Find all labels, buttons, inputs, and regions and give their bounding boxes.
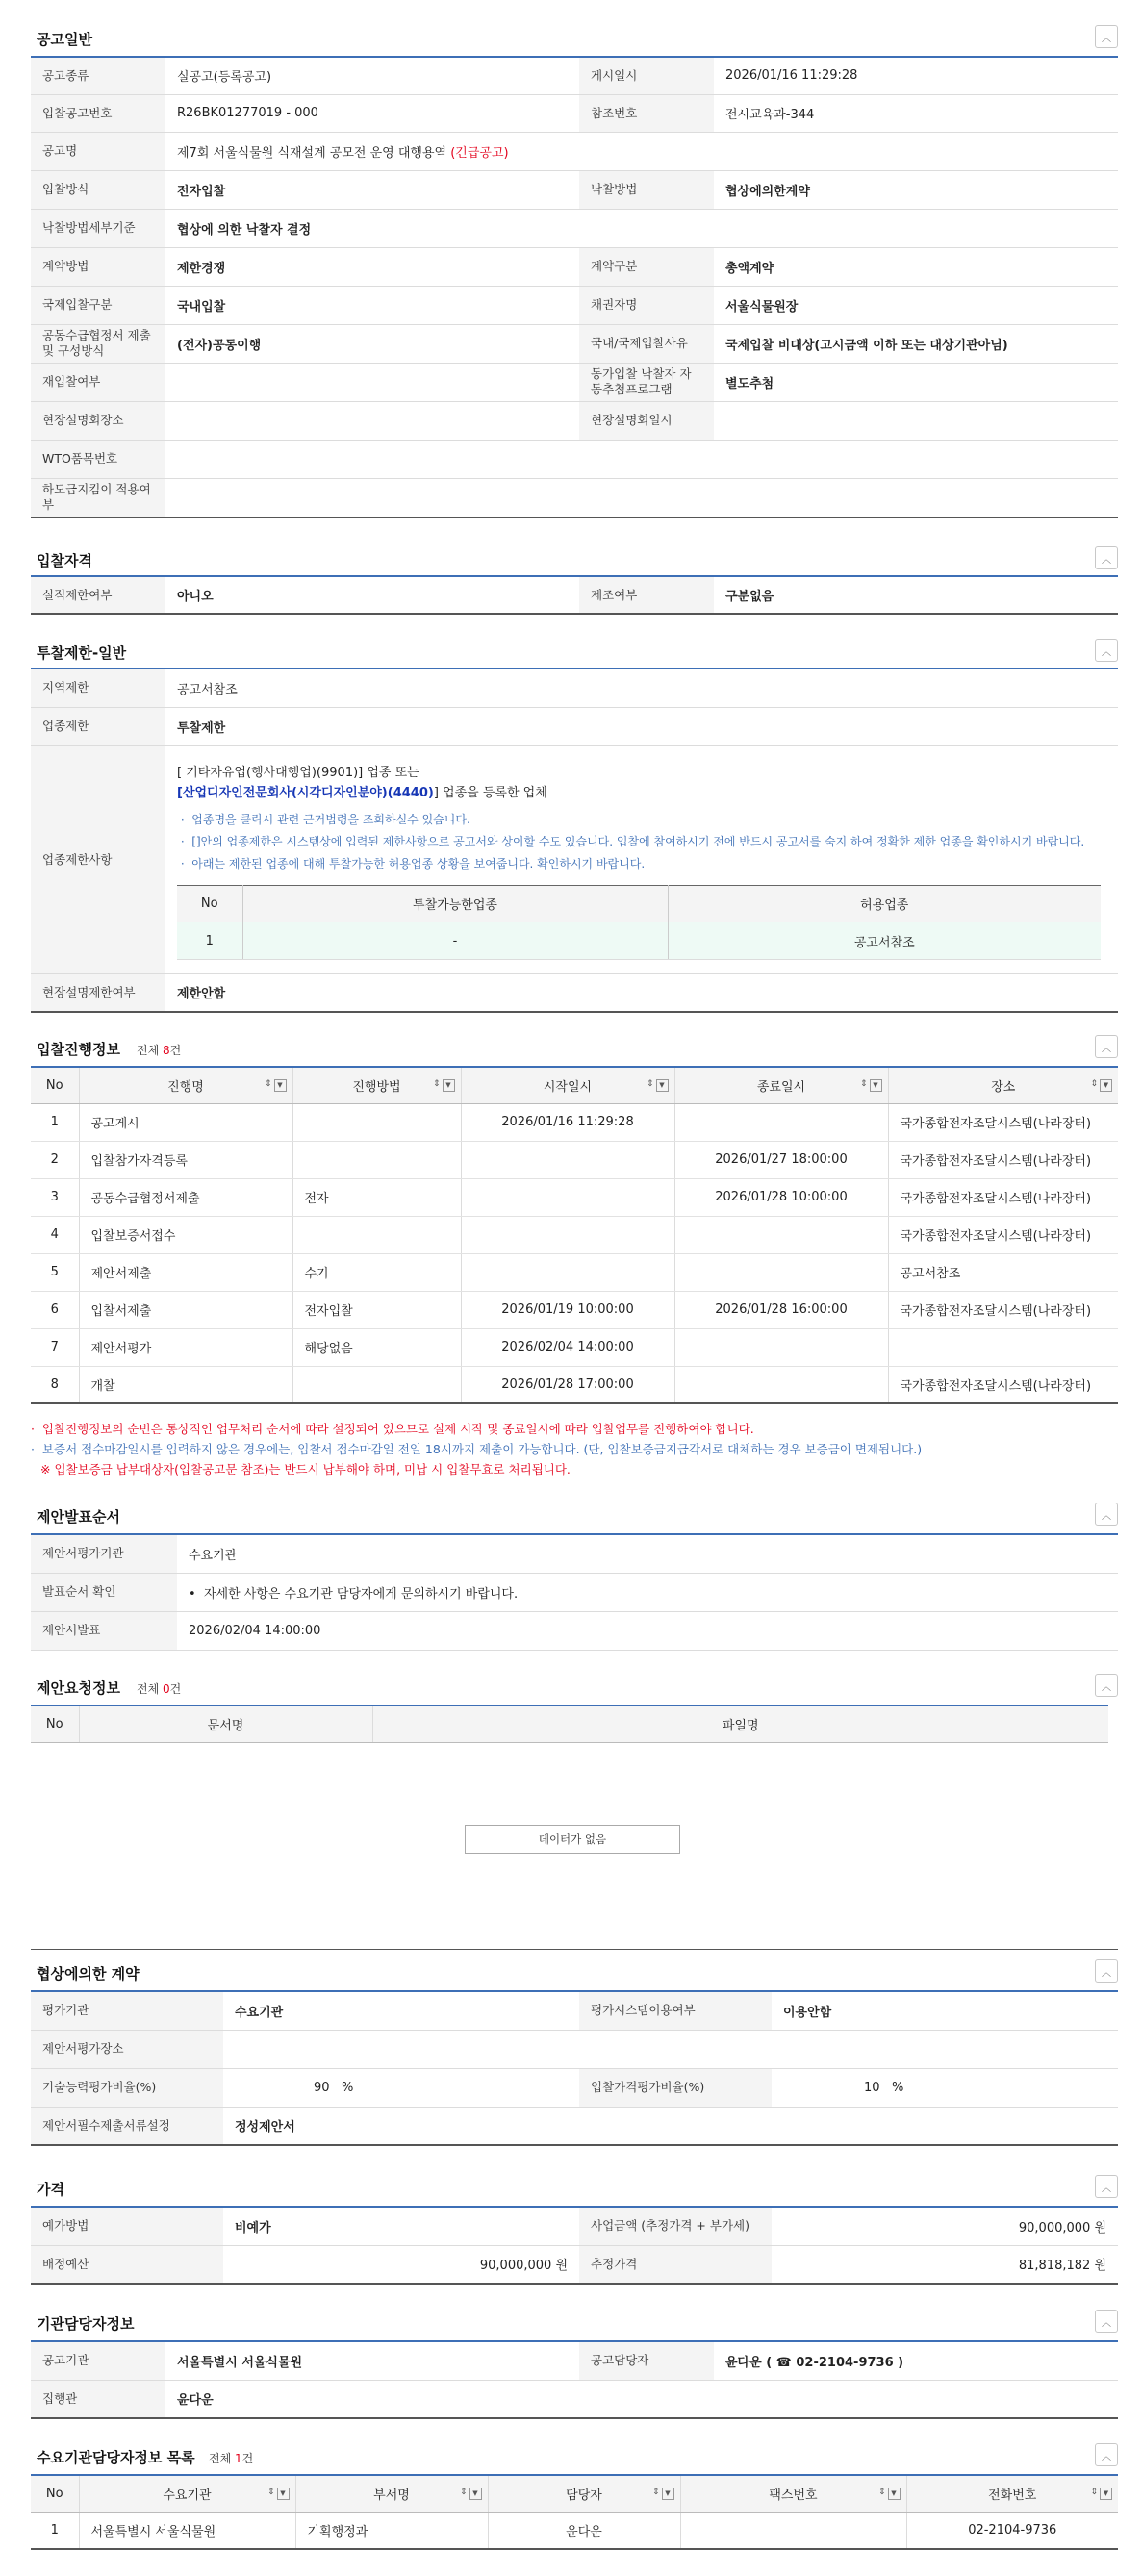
cell: 2026/02/04 14:00:00 bbox=[461, 1328, 674, 1366]
table-row bbox=[31, 1141, 1118, 1178]
collapse-button[interactable] bbox=[1095, 2443, 1118, 2466]
column-header-label: 팩스번호 bbox=[769, 2488, 818, 2503]
value: 2026/02/04 14:00:00 bbox=[177, 1611, 1118, 1650]
filter-icon[interactable]: ▼ bbox=[443, 1079, 455, 1092]
section-title: 제안발표순서 bbox=[37, 1508, 120, 1526]
collapse-button[interactable] bbox=[1095, 1959, 1118, 1983]
value bbox=[165, 440, 1118, 478]
chevron-up-icon: ︿ bbox=[1102, 2183, 1111, 2194]
count-number: 0 bbox=[163, 1682, 170, 1696]
cell: 전자입찰 bbox=[292, 1291, 461, 1328]
cell: - bbox=[242, 922, 668, 960]
column-header[interactable] bbox=[79, 1067, 292, 1103]
info-bullet: · 아래는 제한된 업종에 대해 투찰가능한 허용업종 상황을 보여줍니다. 확인하시기 바랍니다. bbox=[177, 857, 646, 871]
column-header: 투찰가능한업종 bbox=[242, 886, 668, 922]
value: 아니오 bbox=[165, 576, 579, 614]
value: 비예가 bbox=[223, 2207, 579, 2245]
order-text: 자세한 사항은 수요기관 담당자에게 문의하시기 바랍니다. bbox=[203, 1586, 519, 1602]
label: 입찰공고번호 bbox=[31, 94, 165, 132]
cell bbox=[674, 1328, 888, 1366]
cell: 5 bbox=[31, 1253, 79, 1291]
cell: 2026/01/28 10:00:00 bbox=[674, 1178, 888, 1216]
value bbox=[165, 401, 579, 440]
value: (전자)공동이행 bbox=[165, 324, 579, 363]
bullet-text: []안의 업종제한은 시스템상에 입력된 제한사항으로 공고서와 상이할 수도 있습니다. 입찰에 참여하시기 전에 반드시 공고서를 숙지 하여 정확한 제한 업종을 확인하시기 바랍니다. bbox=[191, 835, 1085, 848]
value: R26BK01277019 - 000 bbox=[165, 94, 579, 132]
cell bbox=[674, 1253, 888, 1291]
cell: 7 bbox=[31, 1328, 79, 1366]
filter-icon[interactable]: ▼ bbox=[274, 1079, 287, 1092]
table-row bbox=[31, 1178, 1118, 1216]
cell bbox=[680, 2512, 906, 2549]
cell: 2026/01/28 17:00:00 bbox=[461, 1366, 674, 1403]
section-title: 공고일반 bbox=[37, 31, 92, 48]
column-header-label: 진행명 bbox=[167, 1079, 204, 1095]
table-row bbox=[31, 1253, 1118, 1291]
value: 윤다운 bbox=[165, 2380, 1118, 2418]
cell bbox=[461, 1141, 674, 1178]
negotiation-table bbox=[31, 1990, 1118, 2146]
label: 동가입찰 낙찰자 자동추첨프로그램 bbox=[579, 363, 714, 401]
count-prefix: 전체 bbox=[137, 1682, 160, 1696]
cell bbox=[292, 1366, 461, 1403]
column-header: No bbox=[31, 1705, 79, 1742]
label: 지역제한 bbox=[31, 669, 165, 707]
collapse-button[interactable] bbox=[1095, 1674, 1118, 1697]
filter-icon[interactable]: ▼ bbox=[870, 1079, 882, 1092]
table-row bbox=[31, 1103, 1118, 1141]
column-header[interactable] bbox=[888, 1067, 1118, 1103]
label: 평가기관 bbox=[31, 1991, 223, 2030]
cell: 1 bbox=[177, 922, 242, 960]
section-request bbox=[31, 1668, 1118, 1743]
section-title: 가격 bbox=[37, 2181, 64, 2198]
collapse-button[interactable] bbox=[1095, 1035, 1118, 1058]
note-line: ※ 입찰보증금 납부대상자(입찰공고문 참조)는 반드시 납부해야 하며, 미납 시 입찰무효로 처리됩니다. bbox=[40, 1462, 571, 1477]
value: 국내입찰 bbox=[165, 286, 579, 324]
unit: % bbox=[341, 2080, 354, 2095]
column-header-label: 장소 bbox=[991, 1079, 1016, 1095]
label: 제안서평가장소 bbox=[31, 2030, 223, 2068]
industry-line: [ 기타자유업(행사대행업)(9901)] 업종 또는 bbox=[177, 766, 419, 780]
column-header bbox=[31, 2475, 79, 2512]
cell bbox=[461, 1178, 674, 1216]
cell bbox=[292, 1216, 461, 1253]
column-header: 문서명 bbox=[79, 1705, 372, 1742]
chevron-up-icon: ︿ bbox=[1102, 1681, 1111, 1693]
column-header[interactable] bbox=[295, 2475, 488, 2512]
column-header[interactable] bbox=[906, 2475, 1118, 2512]
cell: 국가종합전자조달시스템(나라장터) bbox=[888, 1141, 1118, 1178]
section-presentation bbox=[31, 1497, 1118, 1651]
label: 참조번호 bbox=[579, 94, 714, 132]
sort-icon[interactable]: ⇕ ▼ bbox=[267, 2488, 290, 2500]
section-title: 제안요청정보 bbox=[37, 1679, 120, 1697]
column-header bbox=[31, 1067, 79, 1103]
label: 업종제한사항 bbox=[31, 745, 165, 973]
section-demand bbox=[31, 2437, 1118, 2550]
presentation-table bbox=[31, 1533, 1118, 1651]
cell: 윤다운 bbox=[488, 2512, 680, 2549]
label: 낙찰방법 bbox=[579, 170, 714, 209]
label: 국제입찰구분 bbox=[31, 286, 165, 324]
bid-name bbox=[165, 132, 1118, 170]
label: 현장설명회장소 bbox=[31, 401, 165, 440]
note-text: 보증서 접수마감일시를 입력하지 않은 경우에는, 입찰서 접수마감일 전일 18시까지 제출이 가능합니다. (단, 입찰보증금지급각서로 대체하는 경우 보증금이 면제됩니다.) bbox=[41, 1442, 923, 1456]
label: 집행관 bbox=[31, 2380, 165, 2418]
sort-icon[interactable]: ⇕ ▼ bbox=[1090, 1079, 1112, 1092]
tech-ratio: 90 bbox=[314, 2080, 330, 2095]
section-title: 기관담당자정보 bbox=[37, 2315, 135, 2333]
cell: 8 bbox=[31, 1366, 79, 1403]
empty-message: 데이터가 없음 bbox=[465, 1825, 680, 1854]
count-prefix: 전체 bbox=[209, 2452, 232, 2465]
collapse-button[interactable] bbox=[1095, 2310, 1118, 2333]
value bbox=[223, 2030, 1118, 2068]
value: 전시교육과-344 bbox=[714, 94, 1118, 132]
cell: 해당없음 bbox=[292, 1328, 461, 1366]
progress-table bbox=[31, 1066, 1118, 1404]
cell: 2026/01/19 10:00:00 bbox=[461, 1291, 674, 1328]
cell: 1 bbox=[31, 2512, 79, 2549]
value: 협상에 의한 낙찰자 결정 bbox=[165, 209, 1118, 247]
filter-icon[interactable]: ▼ bbox=[277, 2488, 290, 2500]
value: 90,000,000 원 bbox=[772, 2207, 1118, 2245]
cell: 국가종합전자조달시스템(나라장터) bbox=[888, 1216, 1118, 1253]
table-row bbox=[31, 1291, 1118, 1328]
label: 공고기관 bbox=[31, 2341, 165, 2380]
label: 예가방법 bbox=[31, 2207, 223, 2245]
value: 국제입찰 비대상(고시금액 이하 또는 대상기관아님) bbox=[714, 324, 1118, 363]
chevron-up-icon: ︿ bbox=[1102, 1967, 1111, 1979]
label: 실적제한여부 bbox=[31, 576, 165, 614]
chevron-up-icon: ︿ bbox=[1102, 2317, 1111, 2329]
value: 윤다운 ( ☎ 02-2104-9736 ) bbox=[714, 2341, 1118, 2380]
divider bbox=[31, 1949, 1118, 1950]
cell: 서울특별시 서울식물원 bbox=[79, 2512, 295, 2549]
value: • 자세한 사항은 수요기관 담당자에게 문의하시기 바랍니다. bbox=[177, 1573, 1118, 1611]
value bbox=[714, 401, 1118, 440]
label: 현장설명회일시 bbox=[579, 401, 714, 440]
label: 제안서필수제출서류설정 bbox=[31, 2107, 223, 2145]
filter-icon[interactable]: ▼ bbox=[662, 2488, 674, 2500]
section-agency bbox=[31, 2304, 1118, 2419]
value: 수요기관 bbox=[223, 1991, 579, 2030]
value: 서울특별시 서울식물원 bbox=[165, 2341, 579, 2380]
bullet-text: 아래는 제한된 업종에 대해 투찰가능한 허용업종 상황을 보여줍니다. 확인하시기 바랍니다. bbox=[191, 857, 646, 871]
filter-icon[interactable]: ▼ bbox=[1100, 2488, 1112, 2500]
progress-notes bbox=[31, 1419, 922, 1479]
label: 공동수급협정서 제출 및 구성방식 bbox=[31, 324, 165, 363]
column-header[interactable] bbox=[674, 1067, 888, 1103]
label: 입찰방식 bbox=[31, 170, 165, 209]
cell: 입찰서제출 bbox=[79, 1291, 292, 1328]
cell: 전자 bbox=[292, 1178, 461, 1216]
count-number: 1 bbox=[235, 2452, 242, 2465]
column-header[interactable] bbox=[680, 2475, 906, 2512]
count-prefix: 전체 bbox=[137, 1044, 160, 1057]
column-header[interactable] bbox=[79, 2475, 295, 2512]
section-price bbox=[31, 2169, 1118, 2285]
value: 수요기관 bbox=[177, 1534, 1118, 1573]
industry-link[interactable]: [산업디자인전문회사(시각디자인분야)(4440) bbox=[177, 786, 434, 800]
collapse-button[interactable] bbox=[1095, 546, 1118, 569]
filter-icon[interactable]: ▼ bbox=[656, 1079, 669, 1092]
value: 제한경쟁 bbox=[165, 247, 579, 286]
filter-icon[interactable]: ▼ bbox=[469, 2488, 482, 2500]
section-title: 투찰제한-일반 bbox=[37, 644, 127, 662]
column-header[interactable] bbox=[461, 1067, 674, 1103]
column-header: 파일명 bbox=[372, 1705, 1108, 1742]
column-header-label: 수요기관 bbox=[163, 2488, 212, 2503]
label: 배정예산 bbox=[31, 2245, 223, 2284]
collapse-button[interactable] bbox=[1095, 25, 1118, 48]
value: 제한안함 bbox=[165, 973, 1118, 1012]
chevron-up-icon: ︿ bbox=[1102, 2451, 1111, 2462]
collapse-button[interactable] bbox=[1095, 639, 1118, 662]
cell bbox=[674, 1216, 888, 1253]
unit: % bbox=[891, 2080, 904, 2095]
cell: 공동수급협정서제출 bbox=[79, 1178, 292, 1216]
note-line: · 입찰진행정보의 순번은 통상적인 업무처리 순서에 따라 설정되어 있으므로 실제 시작 및 종료일시에 따라 입찰업무를 진행하여야 합니다. bbox=[31, 1422, 754, 1436]
qualification-table bbox=[31, 575, 1118, 615]
count-badge bbox=[137, 1042, 181, 1058]
value: 이용안함 bbox=[772, 1991, 1118, 2030]
section-title: 입찰진행정보 bbox=[37, 1041, 120, 1058]
general-table bbox=[31, 56, 1118, 518]
cell: 기획행정과 bbox=[295, 2512, 488, 2549]
label: 사업금액 (추정가격 + 부가세) bbox=[579, 2207, 772, 2245]
value: 협상에의한계약 bbox=[714, 170, 1118, 209]
value: 2026/01/16 11:29:28 bbox=[714, 57, 1118, 94]
cell: 입찰보증서접수 bbox=[79, 1216, 292, 1253]
cell: 공고게시 bbox=[79, 1103, 292, 1141]
section-title: 수요기관담당자정보 목록 bbox=[37, 2449, 195, 2466]
industry-detail bbox=[165, 745, 1118, 973]
price-ratio: 10 bbox=[864, 2080, 880, 2095]
cell: 입찰참가자격등록 bbox=[79, 1141, 292, 1178]
cell: 공고서참조 bbox=[668, 922, 1101, 960]
table-row bbox=[177, 922, 1101, 960]
count-badge bbox=[209, 2450, 253, 2466]
cell: 4 bbox=[31, 1216, 79, 1253]
count-suffix: 건 bbox=[241, 2452, 254, 2465]
table-row bbox=[31, 1216, 1118, 1253]
label: 공고종류 bbox=[31, 57, 165, 94]
column-header-label: 진행방법 bbox=[352, 1079, 401, 1095]
cell: 02-2104-9736 bbox=[906, 2512, 1118, 2549]
cell bbox=[674, 1366, 888, 1403]
count-badge bbox=[137, 1680, 181, 1697]
label: 제안서발표 bbox=[31, 1611, 177, 1650]
filter-icon[interactable]: ▼ bbox=[1100, 1079, 1112, 1092]
value: 별도추첨 bbox=[714, 363, 1118, 401]
label: 재입찰여부 bbox=[31, 363, 165, 401]
value: 구분없음 bbox=[714, 576, 1118, 614]
price-table bbox=[31, 2206, 1118, 2285]
note-line: · 보증서 접수마감일시를 입력하지 않은 경우에는, 입찰서 접수마감일 전일 18시까지 제출이 가능합니다. (단, 입찰보증금지급각서로 대체하는 경우 보증금이 면제됩니다.) bbox=[31, 1442, 923, 1456]
filter-icon[interactable]: ▼ bbox=[888, 2488, 901, 2500]
cell: 국가종합전자조달시스템(나라장터) bbox=[888, 1366, 1118, 1403]
cell: 2 bbox=[31, 1141, 79, 1178]
column-header-label: 전화번호 bbox=[988, 2488, 1037, 2503]
sort-icon[interactable]: ⇕ ▼ bbox=[860, 1079, 882, 1092]
column-header: 허용업종 bbox=[668, 886, 1101, 922]
column-header-label: No bbox=[45, 1077, 63, 1093]
cell bbox=[888, 1328, 1118, 1366]
value bbox=[223, 2068, 579, 2107]
label: 발표순서 확인 bbox=[31, 1573, 177, 1611]
label: 기술능력평가비율(%) bbox=[31, 2068, 223, 2107]
cell: 국가종합전자조달시스템(나라장터) bbox=[888, 1291, 1118, 1328]
label: 추정가격 bbox=[579, 2245, 772, 2284]
cell: 1 bbox=[31, 1103, 79, 1141]
cell bbox=[292, 1141, 461, 1178]
industry-line-rest: ] 업종을 등록한 업체 bbox=[433, 786, 547, 800]
value: 서울식물원장 bbox=[714, 286, 1118, 324]
allowed-industry-table bbox=[177, 885, 1101, 960]
value: 공고서참조 bbox=[165, 669, 1118, 707]
chevron-up-icon: ︿ bbox=[1102, 1510, 1111, 1522]
cell: 제안서제출 bbox=[79, 1253, 292, 1291]
value: 81,818,182 원 bbox=[772, 2245, 1118, 2284]
column-header-label: 부서명 bbox=[373, 2488, 410, 2503]
note-text: 입찰진행정보의 순번은 통상적인 업무처리 순서에 따라 설정되어 있으므로 실제 시작 및 종료일시에 따라 입찰업무를 진행하여야 합니다. bbox=[41, 1422, 754, 1436]
label: 계약구분 bbox=[579, 247, 714, 286]
label: 계약방법 bbox=[31, 247, 165, 286]
cell: 2026/01/27 18:00:00 bbox=[674, 1141, 888, 1178]
label: 채권자명 bbox=[579, 286, 714, 324]
cell: 제안서평가 bbox=[79, 1328, 292, 1366]
cell: 국가종합전자조달시스템(나라장터) bbox=[888, 1178, 1118, 1216]
table-row bbox=[31, 1328, 1118, 1366]
sort-icon[interactable]: ⇕ ▼ bbox=[647, 1079, 669, 1092]
sort-icon[interactable]: ⇕ ▼ bbox=[1090, 2488, 1112, 2500]
label: 낙찰방법세부기준 bbox=[31, 209, 165, 247]
sort-icon[interactable]: ⇕ ▼ bbox=[878, 2488, 901, 2500]
column-header[interactable] bbox=[292, 1067, 461, 1103]
column-header: No bbox=[177, 886, 242, 922]
section-title: 입찰자격 bbox=[37, 552, 92, 569]
column-header-label: 종료일시 bbox=[756, 1079, 806, 1095]
label: 평가시스템이용여부 bbox=[579, 1991, 772, 2030]
value: 전자입찰 bbox=[165, 170, 579, 209]
table-row bbox=[31, 1366, 1118, 1403]
label: 업종제한 bbox=[31, 707, 165, 745]
section-qualification bbox=[31, 541, 1118, 615]
value: 정성제안서 bbox=[223, 2107, 1118, 2145]
bid-name-text: 제7회 서울식물원 식재설계 공모전 운영 대행용역 bbox=[177, 145, 447, 161]
value bbox=[772, 2068, 1118, 2107]
request-table bbox=[31, 1705, 1108, 1743]
value: 투찰제한 bbox=[165, 707, 1118, 745]
column-header-label: 담당자 bbox=[566, 2488, 602, 2503]
section-general bbox=[31, 19, 1118, 518]
value bbox=[165, 363, 579, 401]
section-title: 협상에의한 계약 bbox=[37, 1965, 140, 1983]
cell bbox=[674, 1103, 888, 1141]
restriction-table bbox=[31, 668, 1118, 1013]
demand-table bbox=[31, 2474, 1118, 2550]
sort-icon[interactable]: ⇕ ▼ bbox=[265, 1079, 287, 1092]
collapse-button[interactable] bbox=[1095, 1503, 1118, 1526]
value: 90,000,000 원 bbox=[223, 2245, 579, 2284]
value bbox=[165, 478, 1118, 518]
cell: 수기 bbox=[292, 1253, 461, 1291]
table-row bbox=[31, 2512, 1118, 2549]
info-bullet: · []안의 업종제한은 시스템상에 입력된 제한사항으로 공고서와 상이할 수도 있습니다. 입찰에 참여하시기 전에 반드시 공고서를 숙지 하여 정확한 제한 업종을 확인하시기 바랍니다. bbox=[177, 835, 1085, 848]
label: 현장설명제한여부 bbox=[31, 973, 165, 1012]
cell: 공고서참조 bbox=[888, 1253, 1118, 1291]
chevron-up-icon: ︿ bbox=[1102, 33, 1111, 44]
section-restriction bbox=[31, 633, 1118, 1013]
label: 게시일시 bbox=[579, 57, 714, 94]
bullet-text: 업종명을 클릭시 관련 근거법령을 조회하실수 있습니다. bbox=[191, 813, 470, 826]
label: 제조여부 bbox=[579, 576, 714, 614]
cell bbox=[292, 1103, 461, 1141]
agency-table bbox=[31, 2340, 1118, 2419]
count-number: 8 bbox=[163, 1044, 170, 1057]
collapse-button[interactable] bbox=[1095, 2175, 1118, 2198]
label: 국내/국제입찰사유 bbox=[579, 324, 714, 363]
value: 총액계약 bbox=[714, 247, 1118, 286]
count-suffix: 건 bbox=[169, 1044, 182, 1057]
sort-icon[interactable]: ⇕ ▼ bbox=[460, 2488, 482, 2500]
label: 공고담당자 bbox=[579, 2341, 714, 2380]
cell: 개찰 bbox=[79, 1366, 292, 1403]
label: 입찰가격평가비율(%) bbox=[579, 2068, 772, 2107]
chevron-up-icon: ︿ bbox=[1102, 646, 1111, 658]
label: 제안서평가기관 bbox=[31, 1534, 177, 1573]
cell: 3 bbox=[31, 1178, 79, 1216]
cell: 국가종합전자조달시스템(나라장터) bbox=[888, 1103, 1118, 1141]
value: 실공고(등록공고) bbox=[165, 57, 579, 94]
sort-icon[interactable]: ⇕ ▼ bbox=[433, 1079, 455, 1092]
chevron-up-icon: ︿ bbox=[1102, 554, 1111, 566]
info-bullet: · 업종명을 클릭시 관련 근거법령을 조회하실수 있습니다. bbox=[177, 813, 470, 826]
section-progress bbox=[31, 1029, 1118, 1404]
column-header[interactable] bbox=[488, 2475, 680, 2512]
cell bbox=[461, 1216, 674, 1253]
sort-icon[interactable]: ⇕ ▼ bbox=[652, 2488, 674, 2500]
industry-line bbox=[177, 783, 1106, 803]
label: WTO품목번호 bbox=[31, 440, 165, 478]
section-negotiation bbox=[31, 1954, 1118, 2146]
cell: 2026/01/28 16:00:00 bbox=[674, 1291, 888, 1328]
count-suffix: 건 bbox=[169, 1682, 182, 1696]
cell: 2026/01/16 11:29:28 bbox=[461, 1103, 674, 1141]
urgent-badge: (긴급공고) bbox=[450, 145, 509, 161]
chevron-up-icon: ︿ bbox=[1102, 1043, 1111, 1054]
cell bbox=[461, 1253, 674, 1291]
label: 공고명 bbox=[31, 132, 165, 170]
column-header-label: 시작일시 bbox=[543, 1079, 593, 1095]
label: 하도급지킴이 적용여부 bbox=[31, 478, 165, 518]
column-header-label: No bbox=[45, 2486, 63, 2501]
cell: 6 bbox=[31, 1291, 79, 1328]
